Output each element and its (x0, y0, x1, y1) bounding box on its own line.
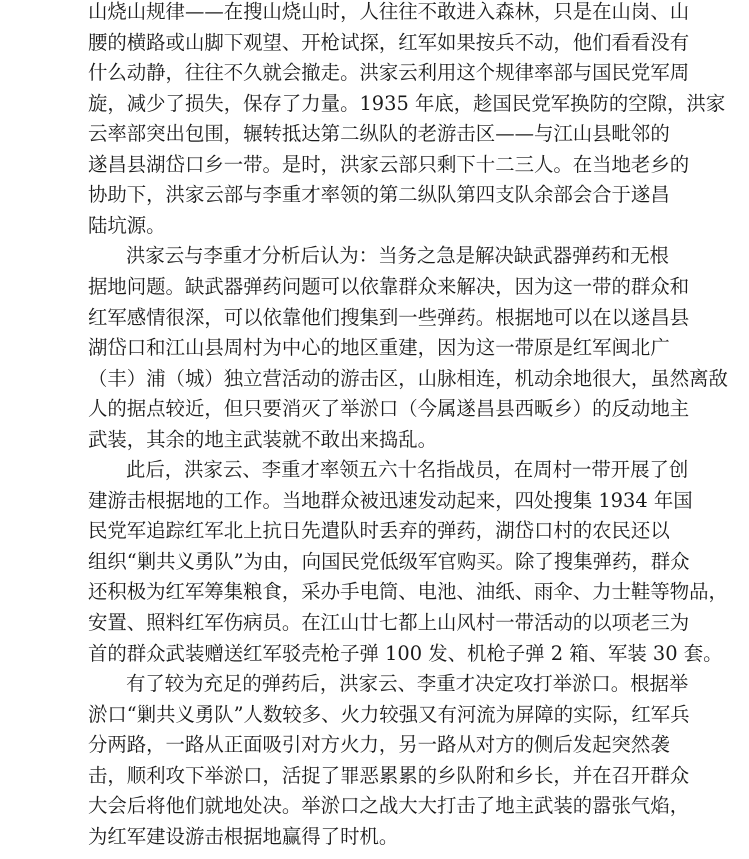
text-line: （丰）浦（城）独立营活动的游击区，山脉相连，机动余地很大，虽然离敌 (88, 366, 728, 390)
text-line: 洪家云与李重才分析后认为：当务之急是解决缺武器弹药和无根 (126, 244, 669, 268)
text-line: 安置、照料红军伤病员。在江山廿七都上山风村一带活动的以项老三为 (88, 611, 690, 634)
text-line: 大会后将他们就地处决。举淤口之战大大打击了地主武装的嚣张气焰， (88, 794, 690, 818)
text-line: 据地问题。缺武器弹药问题可以依靠群众来解决，因为这一带的群众和 (88, 274, 690, 298)
text-line: 击，顺利攻下举淤口，活捉了罪恶累累的乡队附和乡长，并在召开群众 (88, 763, 690, 787)
text-line: 民党军追踪红军北上抗日先遣队时丢弃的弹药，湖岱口村的农民还以 (88, 519, 670, 543)
text-line: 武装，其余的地主武装就不敢出来捣乱。 (88, 427, 438, 451)
text-line: 还积极为红军筹集粮食，采办手电筒、电池、油纸、雨伞、力士鞋等物品， (88, 580, 728, 604)
text-line: 协助下，洪家云部与李重才率领的第二纵队第四支队余部会合于遂昌 (88, 183, 670, 207)
text-line: 红军感情很深，可以依靠他们搜集到一些弹药。根据地可以在以遂昌县 (88, 305, 690, 329)
text-line: 陆坑源。 (88, 213, 166, 237)
text-line: 什么动静，往往不久就会撤走。洪家云利用这个规律率部与国民党军周 (88, 61, 690, 85)
text-line: 湖岱口和江山县周村为中心的地区重建，因为这一带原是红军闽北广 (88, 336, 670, 360)
text-line: 腰的横路或山脚下观望、开枪试探，红军如果按兵不动，他们看看没有 (88, 30, 690, 54)
text-line: 分两路，一路从正面吸引对方火力，另一路从对方的侧后发起突然袭 (88, 733, 670, 757)
text-line: 有了较为充足的弹药后，洪家云、李重才决定攻打举淤口。根据举 (126, 672, 689, 696)
text-line: 组织“剿共义勇队”为由，向国民党低级军官购买。除了搜集弹药，群众 (88, 549, 690, 573)
text-line: 山烧山规律——在搜山烧山时，人往往不敢进入森林，只是在山岗、山 (88, 0, 690, 23)
text-line: 淤口“剿共义勇队”人数较多、火力较强又有河流为屏障的实际，红军兵 (88, 702, 690, 726)
text-line: 遂昌县湖岱口乡一带。是时，洪家云部只剩下十二三人。在当地老乡的 (88, 152, 690, 176)
text-line: 云率部突出包围，辗转抵达第二纵队的老游击区——与江山县毗邻的 (88, 122, 670, 146)
text-line: 为红军建设游击根据地赢得了时机。 (88, 824, 399, 848)
text-line: 建游击根据地的工作。当地群众被迅速发动起来，四处搜集 1934 年国 (88, 488, 693, 512)
text-line: 此后，洪家云、李重才率领五六十名指战员，在周村一带开展了创 (126, 458, 689, 482)
text-line: 人的据点较近，但只要消灭了举淤口（今属遂昌县西畈乡）的反动地主 (88, 397, 690, 421)
text-line: 旋，减少了损失，保存了力量。1935 年底，趁国民党军换防的空隙，洪家 (88, 91, 726, 115)
text-line: 首的群众武装赠送红军驳壳枪子弹 100 发、机枪子弹 2 箱、军装 30 套。 (88, 641, 723, 665)
